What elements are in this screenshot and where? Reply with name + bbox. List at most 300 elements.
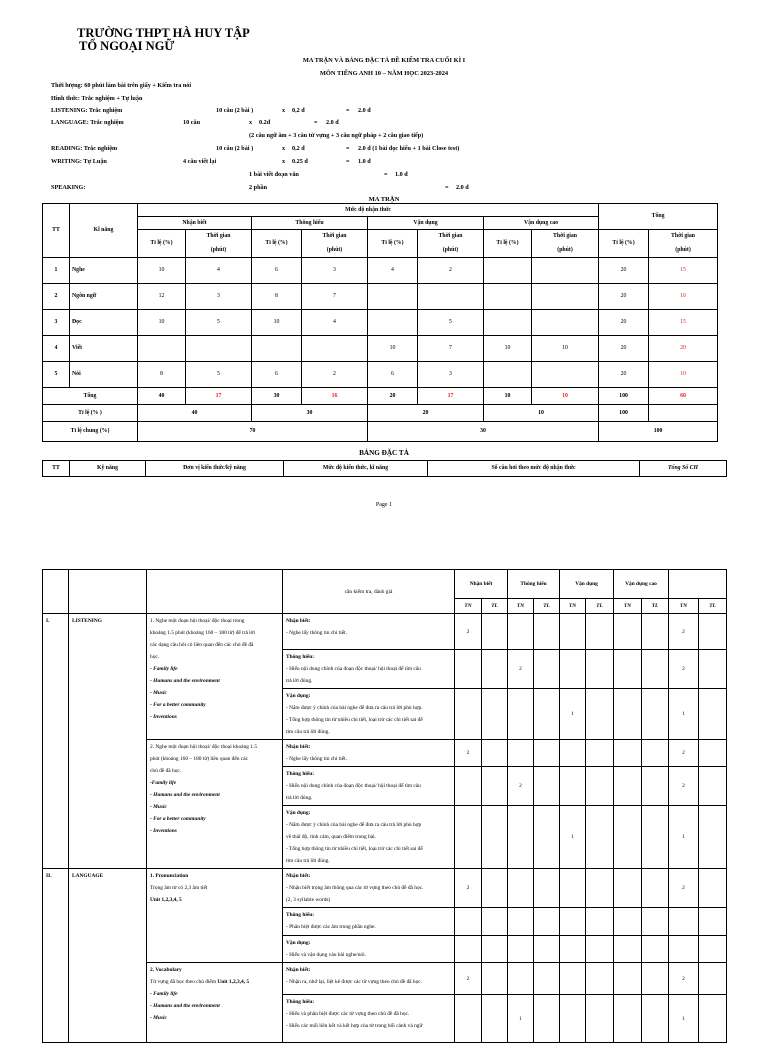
unit-text: Unit 1,2,3,4, 5: [217, 979, 250, 985]
count-cell: [482, 614, 508, 650]
count-cell: [699, 689, 727, 740]
spec-unit-listening-2: [147, 740, 283, 869]
level-text: trả lời đúng.: [286, 795, 313, 801]
spec-col-count: Số câu hỏi theo mức độ nhận thức: [428, 461, 640, 477]
matrix-header-row-3: [43, 230, 718, 258]
spec-head-row-1: [43, 570, 727, 599]
sub-time-unit: (phút): [442, 247, 459, 253]
matrix-cell: 10: [532, 336, 599, 362]
count-cell: [699, 650, 727, 689]
total-cell: 30: [252, 388, 302, 405]
header-level: Mức độ nhận thức: [138, 204, 599, 217]
language-line-label: LANGUAGE: Trắc nghiệm: [51, 119, 124, 126]
row-skill: Viết: [70, 336, 138, 362]
count-cell: [534, 936, 560, 963]
matrix-cell: 6: [252, 258, 302, 284]
count-cell: [534, 869, 560, 908]
count-cell: [482, 806, 508, 869]
count-cell: [586, 908, 614, 936]
spec-head-tn: TN: [455, 599, 482, 614]
count-cell: [642, 614, 669, 650]
count-cell: [455, 767, 482, 806]
spec-head-tn: TN: [560, 599, 586, 614]
row-skill: Ngôn ngữ: [70, 284, 138, 310]
matrix-cell: 5: [186, 362, 252, 388]
count-cell: [455, 908, 482, 936]
matrix-cell: 10: [649, 284, 718, 310]
count-cell: [534, 614, 560, 650]
reading-line-x: x: [282, 145, 286, 152]
topic-item: - Music: [150, 804, 167, 810]
matrix-row: [43, 362, 718, 388]
count-cell: 1: [669, 689, 699, 740]
matrix-cell: 7: [302, 284, 368, 310]
count-cell: [482, 767, 508, 806]
count-cell: [642, 963, 669, 995]
sub-time: [186, 230, 252, 258]
count-cell: [586, 650, 614, 689]
level-label: Nhận biết:: [286, 873, 311, 879]
level-text: - Tổng hợp thông tin từ nhiều chi tiết, loại trừ các chi tiết sai để: [286, 717, 423, 723]
writing-line-x: x: [282, 158, 286, 165]
matrix-cell: 10: [368, 336, 418, 362]
total-cell: 16: [302, 388, 368, 405]
unit-text: Unit 1,2,3,4, 5: [150, 897, 182, 903]
count-cell: 2: [455, 740, 482, 767]
level-text: trả lời đúng.: [286, 678, 313, 684]
spec-head-vd: Vận dụng: [560, 570, 614, 599]
count-cell: [482, 995, 508, 1043]
matrix-cell: 4: [302, 310, 368, 336]
unit-title: 2. Vocabulary: [150, 967, 182, 973]
writing-line-eq: =: [346, 158, 350, 165]
ratio-cell: 100: [599, 405, 649, 422]
level-label: Nhận biết:: [286, 967, 311, 973]
count-cell: [669, 908, 699, 936]
overall-label: Tỉ lệ chung (%): [43, 422, 138, 442]
count-cell: [482, 908, 508, 936]
speaking-line-count: 2 phần: [249, 184, 268, 191]
language-note: (2 câu ngữ âm + 3 câu từ vựng + 3 câu ngữ pháp + 2 câu giao tiếp): [249, 132, 424, 139]
spec-level-cell: [283, 767, 455, 806]
header-total: Tổng: [599, 204, 718, 230]
matrix-cell: [252, 336, 302, 362]
count-cell: [482, 963, 508, 995]
spec-head-tn: TN: [508, 599, 534, 614]
sub-ratio: Tỉ lệ (%): [484, 230, 532, 258]
spec-col-tt: TT: [43, 461, 70, 477]
spec-unit-listening-1: [147, 614, 283, 740]
count-cell: [642, 767, 669, 806]
matrix-cell: 10: [138, 310, 186, 336]
unit-text: chủ đề đã học.: [150, 768, 182, 774]
count-cell: [614, 650, 642, 689]
count-cell: [699, 995, 727, 1043]
count-cell: [699, 740, 727, 767]
level-text: (2, 3 syllable words): [286, 897, 331, 903]
matrix-cell: 5: [186, 310, 252, 336]
matrix-total-row: [43, 388, 718, 405]
count-cell: [560, 869, 586, 908]
count-cell: [455, 689, 482, 740]
sub-time: [302, 230, 368, 258]
matrix-cell: 2: [302, 362, 368, 388]
topic-item: - Music: [150, 1015, 167, 1021]
total-cell: 10: [484, 388, 532, 405]
level-text: - Hiểu và vận dụng vào bài nghe/nói.: [286, 952, 366, 958]
level-label: Nhận biết:: [286, 744, 311, 750]
count-cell: [586, 806, 614, 869]
count-cell: [699, 936, 727, 963]
count-cell: [586, 767, 614, 806]
matrix-cell: 6: [252, 362, 302, 388]
count-cell: 2: [669, 650, 699, 689]
level-label: Vận dụng:: [286, 810, 311, 816]
matrix-ratio-row: [43, 405, 718, 422]
spec-head-tn: TN: [669, 599, 699, 614]
count-cell: [614, 963, 642, 995]
spec-head-total: [669, 570, 727, 599]
spec-skill: LISTENING: [69, 614, 147, 869]
count-cell: [642, 995, 669, 1043]
level-label: Thông hiểu:: [286, 999, 315, 1005]
count-cell: [586, 689, 614, 740]
level-text: - Tổng hợp thông tin từ nhiều chi tiết, loại trừ các chi tiết sai để: [286, 846, 423, 852]
unit-text: 1. Nghe một đoạn hội thoại/ độc thoại trong: [150, 618, 245, 624]
writing2-line-label: 1 bài viết đoạn văn: [249, 171, 299, 178]
spec-head-mid: cần kiểm tra, đánh giá: [283, 570, 455, 614]
count-cell: [508, 963, 534, 995]
count-cell: [614, 614, 642, 650]
topic-item: - Humans and the environment: [150, 678, 220, 684]
unit-text: các dạng câu hỏi có liên quan đến các chủ đề đã: [150, 642, 254, 648]
matrix-cell: [484, 258, 532, 284]
listening-line-point: 0,2 đ: [292, 107, 305, 114]
level-label: Thông hiểu:: [286, 654, 315, 660]
count-cell: [508, 806, 534, 869]
sub-ratio: Tỉ lệ (%): [252, 230, 302, 258]
doc-subtitle: MÔN TIẾNG ANH 10 – NĂM HỌC 2023-2024: [319, 70, 449, 77]
matrix-row: [43, 284, 718, 310]
count-cell: [586, 936, 614, 963]
count-cell: [614, 806, 642, 869]
count-cell: [586, 740, 614, 767]
overall-cell: 70: [138, 422, 368, 442]
matrix-cell: [418, 284, 484, 310]
page-number: Page 1: [375, 502, 393, 508]
count-cell: [642, 908, 669, 936]
spec-header-table: [42, 460, 727, 477]
spec-unit-vocabulary: [147, 963, 283, 1043]
speaking-line-label: SPEAKING:: [51, 184, 86, 191]
topic-item: - Inventions: [150, 714, 177, 720]
sub-time: [532, 230, 599, 258]
spec-level-cell: [283, 806, 455, 869]
level-text: - Hiểu và phân biệt được các từ vựng theo chủ đề đã học.: [286, 1011, 410, 1017]
total-cell: 100: [599, 388, 649, 405]
count-cell: [699, 614, 727, 650]
count-cell: [534, 740, 560, 767]
matrix-cell: 20: [599, 284, 649, 310]
matrix-cell: 10: [252, 310, 302, 336]
spec-col-total: Tổng Số CH: [640, 461, 727, 477]
matrix-cell: 6: [368, 362, 418, 388]
unit-text: phút (khoảng 160 – 180 từ) liên quan đến các: [150, 756, 248, 762]
spec-level-cell: [283, 614, 455, 650]
count-cell: [699, 908, 727, 936]
matrix-cell: 10: [484, 336, 532, 362]
ratio-empty: [649, 405, 718, 422]
count-cell: 2: [508, 767, 534, 806]
count-cell: [642, 869, 669, 908]
topic-item: -Family life: [150, 780, 177, 786]
matrix-cell: 5: [418, 310, 484, 336]
count-cell: 2: [669, 614, 699, 650]
spec-head-nb: Nhận biết: [455, 570, 508, 599]
spec-level-cell: [283, 650, 455, 689]
matrix-row: [43, 310, 718, 336]
count-cell: [642, 740, 669, 767]
sub-time-label: Thời gian: [438, 233, 463, 239]
level-text: tìm câu trả lời đúng.: [286, 858, 330, 864]
matrix-cell: 2: [418, 258, 484, 284]
count-cell: [508, 689, 534, 740]
matrix-cell: 20: [599, 258, 649, 284]
matrix-cell: [484, 310, 532, 336]
spec-tt: II.: [43, 869, 69, 1043]
count-cell: [508, 869, 534, 908]
matrix-cell: 10: [649, 362, 718, 388]
count-cell: [482, 689, 508, 740]
topic-item: - Humans and the environment: [150, 792, 220, 798]
row-skill: Đọc: [70, 310, 138, 336]
count-cell: [534, 767, 560, 806]
count-cell: [642, 650, 669, 689]
speaking-line-total: 2.0 đ: [456, 184, 469, 191]
matrix-cell: [302, 336, 368, 362]
level-text: - Hiểu nội dung chính của đoạn độc thoại/ hội thoại để tìm câu: [286, 666, 421, 672]
level-text: - Hiểu các mối liên kết và kết hợp của từ trong bối cảnh và ngữ: [286, 1023, 423, 1029]
level-text: - Nắm được ý chính của bài nghe để đưa ra câu trả lời phù hợp: [286, 822, 422, 828]
sub-time-unit: (phút): [326, 247, 343, 253]
count-cell: 2: [455, 963, 482, 995]
sub-time: [649, 230, 718, 258]
count-cell: [614, 767, 642, 806]
writing2-line-total: 1.0 đ: [395, 171, 408, 178]
count-cell: [699, 869, 727, 908]
header-level-th: Thông hiểu: [252, 217, 368, 230]
matrix-row: [43, 258, 718, 284]
count-cell: [586, 995, 614, 1043]
count-cell: [560, 936, 586, 963]
topic-item: - Humans and the environment: [150, 1003, 220, 1009]
spec-level-cell: [283, 995, 455, 1043]
count-cell: [534, 650, 560, 689]
count-cell: [560, 995, 586, 1043]
row-tt: 5: [43, 362, 70, 388]
matrix-cell: 3: [302, 258, 368, 284]
count-cell: [560, 767, 586, 806]
header-level-nb: Nhận biết: [138, 217, 252, 230]
matrix-cell: 7: [418, 336, 484, 362]
spec-head-th: Thông hiểu: [508, 570, 560, 599]
count-cell: [455, 650, 482, 689]
language-line-count: 10 câu: [183, 119, 201, 126]
unit-text: khoảng 1.5 phút (khoảng 160 – 180 từ) để trả lời: [150, 630, 256, 636]
count-cell: [586, 963, 614, 995]
count-cell: [642, 806, 669, 869]
matrix-row: [43, 336, 718, 362]
spec-head-blank: [69, 570, 147, 614]
spec-col-skill: Kỹ năng: [70, 461, 146, 477]
count-cell: [534, 995, 560, 1043]
count-cell: [534, 689, 560, 740]
total-cell: 20: [368, 388, 418, 405]
language-line-eq: =: [314, 119, 318, 126]
count-cell: [560, 650, 586, 689]
spec-level-cell: [283, 740, 455, 767]
ratio-cell: 20: [368, 405, 484, 422]
matrix-cell: [368, 310, 418, 336]
spec-head-vdc: Vận dụng cao: [614, 570, 669, 599]
total-cell: 10: [532, 388, 599, 405]
sub-ratio: Tỉ lệ (%): [599, 230, 649, 258]
listening-line-x: x: [282, 107, 286, 114]
matrix-cell: [484, 284, 532, 310]
unit-text: học.: [150, 654, 160, 660]
count-cell: [642, 689, 669, 740]
matrix-cell: 12: [138, 284, 186, 310]
spec-row: [43, 869, 727, 908]
count-cell: 2: [455, 869, 482, 908]
writing-line-total: 1.0 đ: [358, 158, 371, 165]
level-text: - Nhận ra, nhớ lại, liệt kê được các từ vựng theo chủ đề đã học.: [286, 979, 423, 985]
sub-time-unit: (phút): [675, 247, 691, 253]
topic-item: - Inventions: [150, 828, 177, 834]
sub-time-label: Thời gian: [671, 233, 696, 239]
sub-time-label: Thời gian: [553, 233, 578, 239]
header-tt: TT: [43, 204, 70, 258]
overall-cell: 30: [368, 422, 599, 442]
count-cell: [482, 650, 508, 689]
sub-time-label: Thời gian: [322, 233, 347, 239]
level-text: - Nghe lấy thông tin chi tiết.: [286, 756, 347, 762]
count-cell: 1: [560, 689, 586, 740]
count-cell: 1: [560, 806, 586, 869]
sub-time-unit: (phút): [557, 247, 573, 253]
count-cell: [699, 806, 727, 869]
header-level-vd: Vận dụng: [368, 217, 484, 230]
spec-table: [42, 569, 727, 1043]
language-line-total: 2.0 đ: [326, 119, 339, 126]
count-cell: [508, 908, 534, 936]
count-cell: [586, 614, 614, 650]
count-cell: [614, 740, 642, 767]
spec-head-tl: TL: [534, 599, 560, 614]
matrix-header-row-1: [43, 204, 718, 217]
matrix-cell: 20: [599, 362, 649, 388]
spec-head-tn: TN: [614, 599, 642, 614]
count-cell: 2: [508, 650, 534, 689]
matrix-cell: 20: [649, 336, 718, 362]
matrix-cell: 8: [138, 362, 186, 388]
spec-head-tl: TL: [699, 599, 727, 614]
level-label: Nhận biết:: [286, 618, 311, 624]
listening-line-count: 10 câu (2 bài ): [216, 107, 254, 114]
matrix-cell: 3: [418, 362, 484, 388]
spec-row: [43, 614, 727, 650]
ratio-cell: 40: [138, 405, 252, 422]
count-cell: [560, 908, 586, 936]
header-level-vdc: Vận dụng cao: [484, 217, 599, 230]
language-line-x: x: [249, 119, 253, 126]
count-cell: [482, 936, 508, 963]
count-cell: [482, 869, 508, 908]
count-cell: [455, 995, 482, 1043]
matrix-cell: [484, 362, 532, 388]
spec-head-tl: TL: [482, 599, 508, 614]
sub-time-label: Thời gian: [206, 233, 231, 239]
sub-ratio: Tỉ lệ (%): [368, 230, 418, 258]
count-cell: 2: [669, 869, 699, 908]
level-label: Vận dụng:: [286, 693, 311, 699]
spec-header-row: [43, 461, 727, 477]
level-text: - Nắm được ý chính của bài nghe để đưa ra câu trả lời phù hợp.: [286, 705, 423, 711]
count-cell: 2: [669, 767, 699, 806]
matrix-cell: [186, 336, 252, 362]
count-cell: [586, 869, 614, 908]
total-label: Tổng: [43, 388, 138, 405]
count-cell: [534, 963, 560, 995]
matrix-cell: 15: [649, 258, 718, 284]
unit-text: Trọng âm từ có 2,3 âm tiết: [150, 885, 208, 891]
level-label: Thông hiểu:: [286, 912, 315, 918]
level-text: - Phân biệt được các âm trong phần nghe.: [286, 924, 376, 930]
count-cell: [508, 740, 534, 767]
spec-head-blank: [43, 570, 69, 614]
count-cell: [455, 936, 482, 963]
topic-item: - Music: [150, 690, 167, 696]
count-cell: 2: [669, 963, 699, 995]
total-cell: 60: [649, 388, 718, 405]
matrix-cell: 4: [186, 258, 252, 284]
level-label: Vận dụng:: [286, 940, 311, 946]
matrix-cell: 15: [649, 310, 718, 336]
level-label: Thông hiểu:: [286, 771, 315, 777]
doc-title: MA TRẬN VÀ BẢNG ĐẶC TẢ ĐỀ KIỂM TRA CUỐI KÌ I: [302, 57, 466, 64]
school-name: TRƯỜNG THPT HÀ HUY TẬP: [77, 26, 250, 40]
topic-item: - Family life: [150, 666, 178, 672]
spec-head-tl: TL: [586, 599, 614, 614]
row-tt: 1: [43, 258, 70, 284]
count-cell: [560, 614, 586, 650]
row-tt: 4: [43, 336, 70, 362]
row-tt: 3: [43, 310, 70, 336]
overall-cell: 100: [599, 422, 718, 442]
writing-line-count: 4 câu viết lại: [183, 158, 217, 165]
listening-line-eq: =: [346, 107, 350, 114]
reading-line-label: READING: Trắc nghiệm: [51, 145, 118, 152]
count-cell: 1: [669, 995, 699, 1043]
matrix-cell: [368, 284, 418, 310]
spec-tt: I.: [43, 614, 69, 869]
matrix-cell: 3: [186, 284, 252, 310]
ratio-cell: 10: [484, 405, 599, 422]
ratio-label: Tỉ lệ (% ): [43, 405, 138, 422]
listening-line-label: LISTENING: Trắc nghiệm: [51, 107, 123, 114]
spec-col-unit: Đơn vị kiến thức/kỹ năng: [146, 461, 284, 477]
count-cell: [560, 963, 586, 995]
